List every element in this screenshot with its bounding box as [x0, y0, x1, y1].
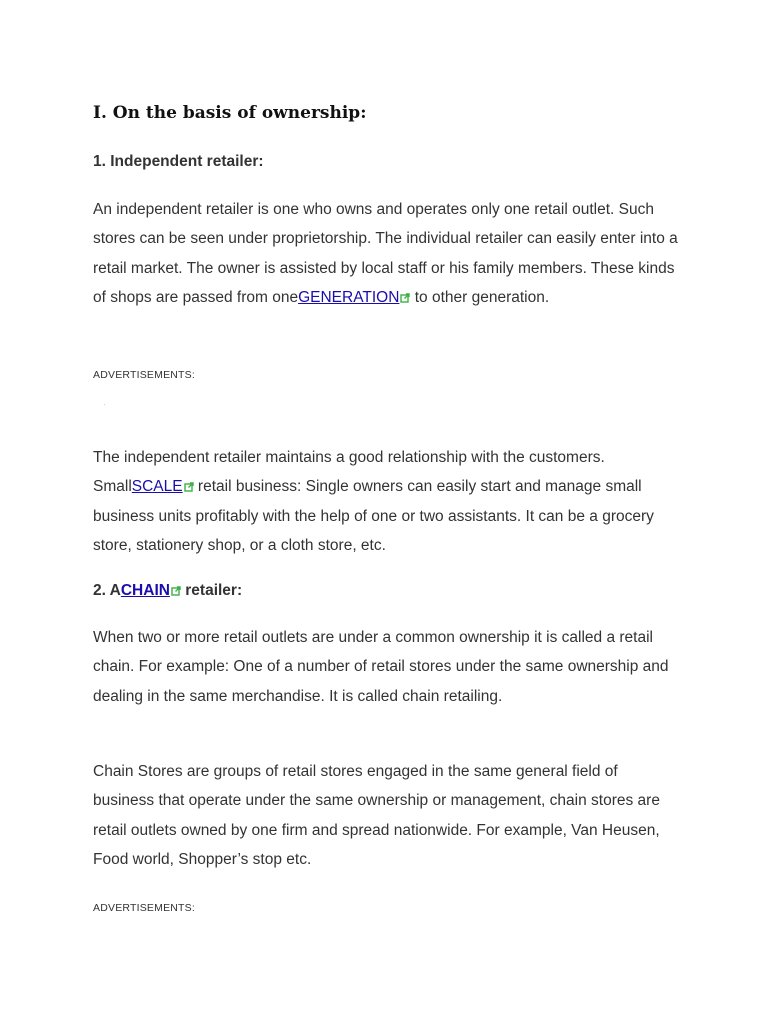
paragraph-text-tail: to other generation.: [410, 288, 550, 306]
paragraph-text: The independent retailer maintains a good relationship with the customers. Small: [93, 449, 605, 496]
paragraph-text: An independent retailer is one who owns and operates only one retail outlet. Such stores can be seen under proprietorship. The individual retailer can easily enter into a retail market. The owner is assisted by local staff or his family members. These kinds of shops are passed from one: [93, 201, 678, 306]
independent-retailer-paragraph-1: [93, 195, 683, 312]
section-heading: I. On the basis of ownership:: [93, 103, 367, 123]
independent-retailer-heading: 1. Independent retailer:: [93, 153, 264, 170]
ad-placeholder: [104, 404, 105, 405]
generation-link[interactable]: GENERATION: [298, 288, 400, 306]
chain-retailer-heading: [93, 582, 242, 600]
scale-link[interactable]: SCALE: [131, 478, 183, 496]
advertisements-label: ADVERTISEMENTS:: [93, 902, 195, 914]
paragraph-text-tail: retail business: Single owners can easily start and manage small business units profitably with the help of one or two assistants. It can be a grocery store, stationery shop, or a cloth store, etc.: [93, 478, 654, 554]
heading-prefix: 2. A: [93, 582, 121, 599]
external-link-icon[interactable]: [171, 586, 181, 596]
chain-link[interactable]: CHAIN: [120, 582, 170, 599]
independent-retailer-paragraph-2: [93, 443, 683, 560]
chain-retailer-paragraph-2: Chain Stores are groups of retail stores engaged in the same general field of business that operate under the same ownership or management, chain stores are retail outlets owned by one firm and spread nationwide. For example, Van Heusen, Food world, Shopper’s stop etc.: [93, 763, 660, 868]
external-link-icon[interactable]: [184, 482, 194, 492]
advertisements-label: ADVERTISEMENTS:: [93, 369, 195, 381]
chain-retailer-paragraph-1: When two or more retail outlets are under a common ownership it is called a retail chain. For example: One of a number of retail stores under the same ownership and dealing in the same merchandise. It is called chain retailing.: [93, 629, 669, 705]
external-link-icon[interactable]: [400, 293, 410, 303]
heading-suffix: retailer:: [180, 582, 243, 599]
